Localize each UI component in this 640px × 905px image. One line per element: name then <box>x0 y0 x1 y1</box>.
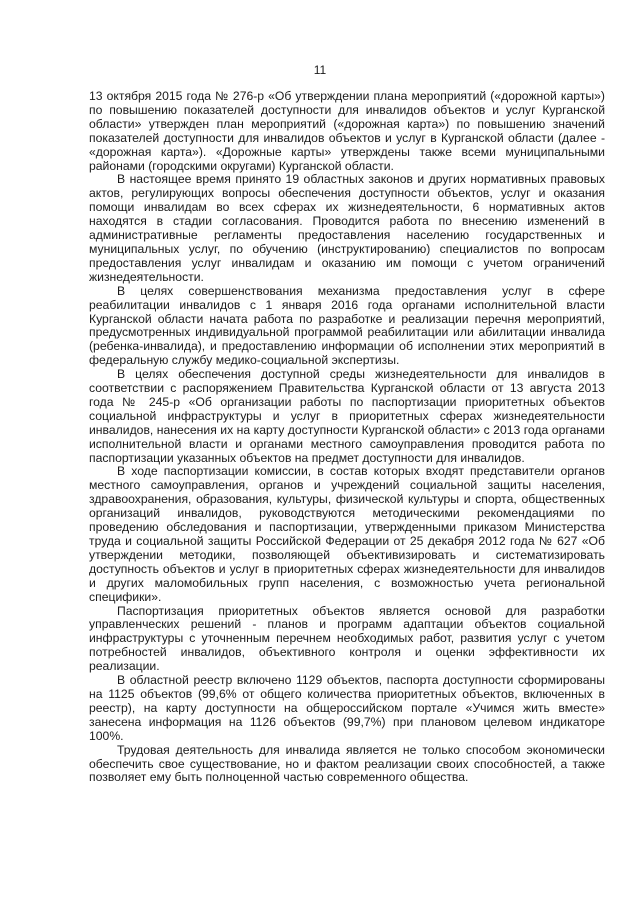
paragraph-commissions: В ходе паспортизации комиссии, в состав которых входят представители органов местного самоуправления, органов и учреждений социальной защиты населения, здравоохранения, образования, культуры, физической культуры и спорта, общественных организаций инвалидов, руководствуются методическими рекомендациями по проведению обследования и паспортизации, утвержденными приказом Министерства труда и социальной защиты Российской Федерации от 25 декабря 2012 года № 627 «Об утверждении методики, позволяющей объективизировать и систематизировать доступность объектов и услуг в приоритетных сферах жизнедеятельности для инвалидов и других маломобильных групп населения, с возможностью учета региональной специфики». <box>89 464 605 604</box>
paragraph-accessibility-passports: В целях обеспечения доступной среды жизнедеятельности для инвалидов в соответствии с распоряжением Правительства Курганской области от 13 августа 2013 года № 245-р «Об организации работы по паспортизации приоритетных объектов социальной инфраструктуры и услуг в приоритетных сферах жизнедеятельности инвалидов, нанесения их на карту доступности Курганской области» с 2013 года органами исполнительной власти и органами местного самоуправления проводится работа по паспортизации указанных объектов на предмет доступности для инвалидов. <box>89 367 605 465</box>
paragraph-passport-basis: Паспортизация приоритетных объектов является основой для разработки управленческих решений - планов и программ адаптации объектов социальной инфраструктуры с уточненным перечнем необходимых работ, развития услуг с учетом потребностей инвалидов, объективного контроля и оценки эффективности их реализации. <box>89 603 605 674</box>
body-text <box>89 90 605 785</box>
page-number: 11 <box>313 63 327 77</box>
paragraph-employment: Трудовая деятельность для инвалида является не только способом экономически обеспечить свое существование, но и фактом реализации своих способностей, а также позволяет ему быть полноценной частью современного общества. <box>89 742 605 785</box>
paragraph-roadmap: 13 октября 2015 года № 276-р «Об утверждении плана мероприятий («дорожной карты») по повышению показателей доступности для инвалидов объектов и услуг Курганской области» утвержден план мероприятий («дорожная карта») по повышению значений показателей доступности для инвалидов объектов и услуг в Курганской области (далее - «дорожная карта»). «Дорожные карты» утверждены также всеми муниципальными районами (городскими округами) Курганской области. <box>89 89 605 173</box>
paragraph-registry: В областной реестр включено 1129 объектов, паспорта доступности сформированы на 1125 объектов (99,6% от общего количества приоритетных объектов, включенных в реестр), на карту доступности на общероссийском портале «Учимся жить вместе» занесена информация на 1126 объектов (99,7%) при плановом целевом индикаторе 100%. <box>89 673 605 743</box>
paragraph-rehabilitation: В целях совершенствования механизма предоставления услуг в сфере реабилитации инвалидов с 1 января 2016 года органами исполнительной власти Курганской области начата работа по разработке и реализации перечня мероприятий, предусмотренных индивидуальной программой реабилитации или абилитации инвалида (ребенка-инвалида), и предоставлению информации об исполнении этих мероприятий в федеральную службу медико-социальной экспертизы. <box>89 283 605 368</box>
paragraph-normative-acts: В настоящее время принято 19 областных законов и других нормативных правовых актов, регулирующих вопросы обеспечения доступности объектов, услуг и оказания помощи инвалидам во всех сферах их жизнедеятельности, 6 нормативных актов находятся в стадии согласования. Проводится работа по внесению изменений в административные регламенты предоставления населению государственных и муниципальных услуг, по обучению (инструктированию) специалистов по вопросам предоставления услуг инвалидам и оказанию им помощи с учетом ограничений жизнедеятельности. <box>89 172 605 284</box>
